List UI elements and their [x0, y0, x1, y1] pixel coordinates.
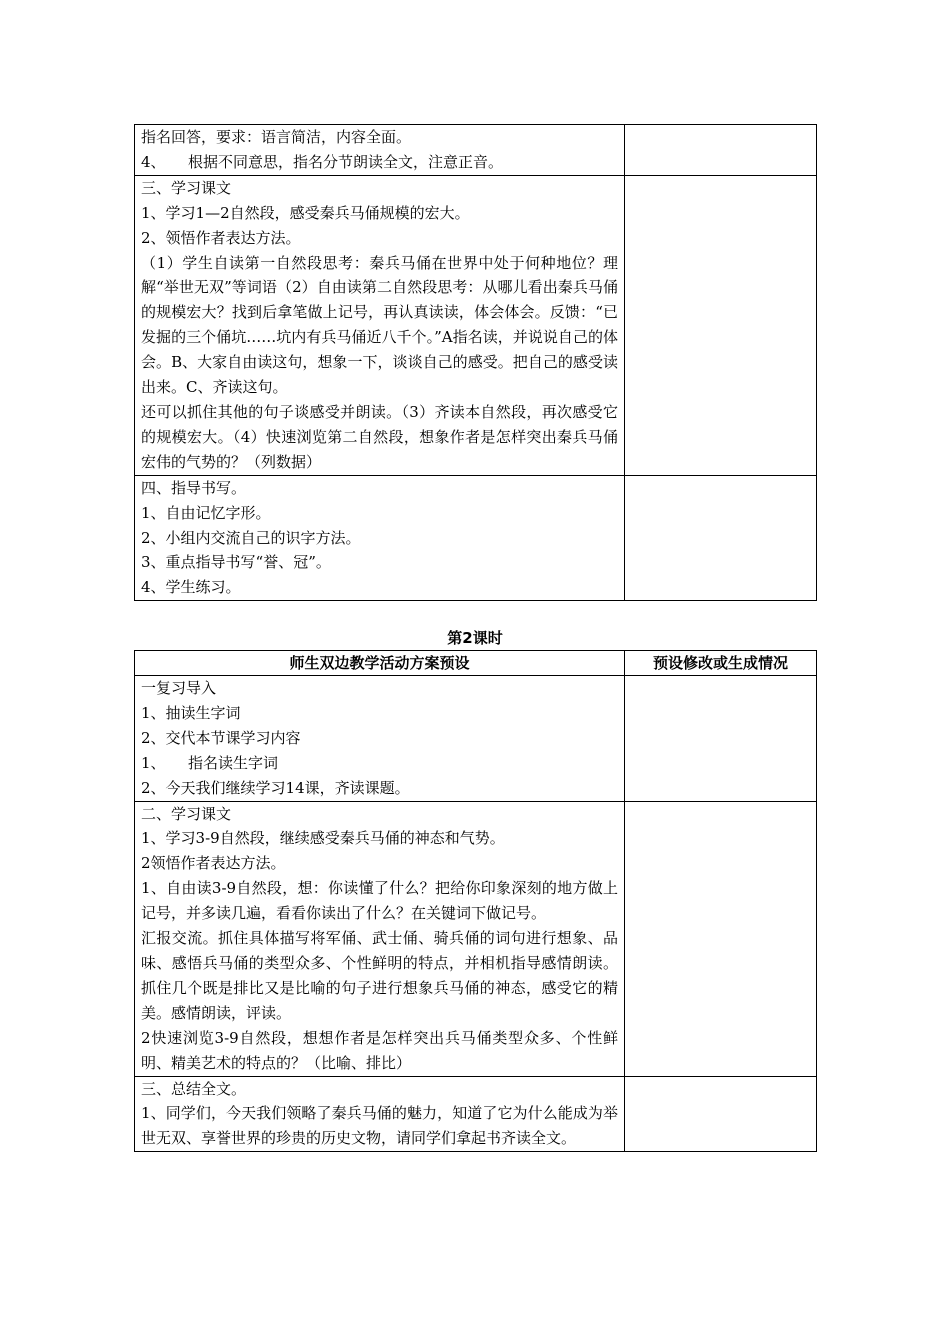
- lesson-title: 第2课时: [447, 629, 503, 647]
- table-row: [135, 475, 817, 601]
- activity-cell: [135, 676, 625, 802]
- paragraph: 2领悟作者表达方法。: [141, 854, 286, 873]
- column-header-notes: 预设修改或生成情况: [625, 651, 817, 676]
- paragraph: 2快速浏览3-9自然段，想想作者是怎样突出兵马俑类型众多、个性鲜明、精美艺术的特点的？（比喻、排比）: [141, 1028, 618, 1072]
- paragraph: 1、自由读3-9自然段，想：你读懂了什么？把给你印象深刻的地方做上记号，并多读几遍，看看你读出了什么？在关键词下做记号。: [141, 879, 618, 923]
- activity-cell: [135, 475, 625, 601]
- paragraph: 2、小组内交流自己的识字方法。: [141, 528, 361, 547]
- paragraph: 2、领悟作者表达方法。: [141, 228, 301, 247]
- notes-cell: [625, 1076, 817, 1152]
- activity-cell: [135, 1076, 625, 1152]
- section-heading: 二、学习课文: [141, 804, 232, 823]
- section-heading: 三、总结全文。: [141, 1079, 247, 1098]
- lesson-plan-table-2: [134, 650, 817, 1152]
- notes-cell: [625, 175, 817, 475]
- notes-cell: [625, 475, 817, 601]
- activity-cell: [135, 175, 625, 475]
- activity-cell: [135, 801, 625, 1076]
- paragraph: （1）学生自读第一自然段思考：秦兵马俑在世界中处于何种地位？理解“举世无双”等词语（2）自由读第二自然段思考：从哪儿看出秦兵马俑的规模宏大？找到后拿笔做上记号，再认真读读，体会体会。反馈：“已发掘的三个俑坑……坑内有兵马俑近八千个。”A指名读，并说说自己的体会。B、大家自由读这句，想象一下，谈谈自己的感受。把自己的感受读出来。C、齐读这句。: [141, 253, 618, 397]
- paragraph: 1、学习3-9自然段，继续感受秦兵马俑的神态和气势。: [141, 829, 505, 848]
- section-heading: 四、指导书写。: [141, 478, 247, 497]
- paragraph: 1、自由记忆字形。: [141, 503, 271, 522]
- paragraph: 汇报交流。抓住具体描写将军俑、武士俑、骑兵俑的词句进行想象、品味、感悟兵马俑的类型众多、个性鲜明的特点，并相机指导感情朗读。抓住几个既是排比又是比喻的句子进行想象兵马俑的神态，感受它的精美。感情朗读，评读。: [141, 929, 618, 1022]
- paragraph: 指名回答，要求：语言简洁，内容全面。: [141, 128, 412, 146]
- table-row: [135, 125, 817, 176]
- paragraph: 1、 指名读生字词: [141, 753, 279, 772]
- paragraph: 2、今天我们继续学习14课，齐读课题。: [141, 778, 410, 797]
- notes-cell: [625, 801, 817, 1076]
- notes-cell: [625, 676, 817, 802]
- notes-cell: [625, 125, 817, 176]
- table-row: [135, 676, 817, 802]
- paragraph: 1、抽读生字词: [141, 703, 241, 722]
- table-row: [135, 175, 817, 475]
- paragraph: 3、重点指导书写“誉、冠”。: [141, 553, 331, 572]
- section-heading: 一复习导入: [141, 679, 217, 697]
- paragraph: 1、同学们，今天我们领略了秦兵马俑的魅力，知道了它为什么能成为举世无双、享誉世界的珍贵的历史文物，请同学们拿起书齐读全文。: [141, 1104, 618, 1148]
- paragraph: 1、学习1—2自然段，感受秦兵马俑规模的宏大。: [141, 203, 470, 222]
- paragraph: 还可以抓住其他的句子谈感受并朗读。（3）齐读本自然段，再次感受它的规模宏大。（4）快速浏览第二自然段，想象作者是怎样突出秦兵马俑宏伟的气势的？（列数据）: [141, 402, 618, 471]
- section-heading: 三、学习课文: [141, 178, 232, 197]
- column-header-activities: 师生双边教学活动方案预设: [135, 651, 625, 676]
- table-header-row: [135, 651, 817, 676]
- lesson-plan-table-1: [134, 124, 817, 601]
- paragraph: 4、学生练习。: [141, 578, 241, 597]
- activity-cell: [135, 125, 625, 176]
- table-row: [135, 801, 817, 1076]
- paragraph: 4、 根据不同意思，指名分节朗读全文，注意正音。: [141, 152, 504, 171]
- table-row: [135, 1076, 817, 1152]
- paragraph: 2、交代本节课学习内容: [141, 728, 301, 747]
